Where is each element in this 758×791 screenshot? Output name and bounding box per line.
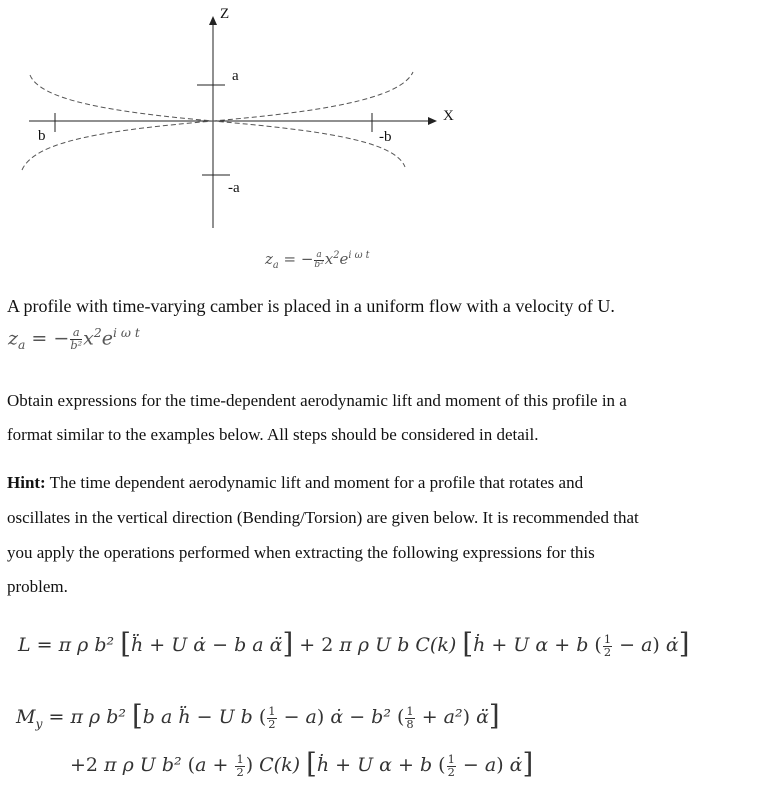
- z-axis-label: Z: [220, 6, 230, 22]
- hint-line-3: you apply the operations performed when extracting the following expressions for this: [7, 543, 595, 562]
- task-line-1: Obtain expressions for the time-dependent aerodynamic lift and moment of this profile in a: [7, 391, 627, 410]
- task-line-2: format similar to the examples below. All steps should be considered in detail.: [7, 425, 539, 444]
- hint-line-2: oscillates in the vertical direction (Bending/Torsion) are given below. It is recommended that: [7, 508, 639, 527]
- x-axis-label: X: [443, 108, 454, 124]
- diagram-caption-equation: $z_a$ = − $\frac{a}{\text{b²}}$ $x^2e^{i \omega t}$: [265, 249, 370, 271]
- hint-line-1: [7, 473, 583, 493]
- camber-equation: $z_a$ = − $\frac{a}{\text{b²}}$ $x^2e^{i \omega t}$: [8, 325, 140, 353]
- problem-statement: A profile with time-varying camber is placed in a uniform flow with a velocity of U.: [7, 296, 615, 316]
- lift-equation: L = π ρ b² [ḧ + U α̇ − b a α̈] + 2 π ρ U b C(k) [ḣ + U α + b ( $\frac{1}{2}$ − a) α̇]: [18, 628, 690, 660]
- hint-line-4: problem.: [7, 577, 68, 596]
- camber-diagram-svg: [0, 0, 470, 240]
- hint-label: Hint:: [7, 473, 46, 492]
- camber-diagram: [0, 0, 470, 240]
- moment-equation-line-1: $M_y = \pi$ ρ b² [b a ḧ − U b ( $\frac{1}{2}$ − a) α̇ − b² ( $\frac{1}{8}$ + a²) α̈]: [16, 700, 500, 732]
- tick-label-a: a: [232, 68, 239, 84]
- hint-text-1: The time dependent aerodynamic lift and moment for a profile that rotates and: [45, 473, 584, 492]
- tick-label-neg-b: -b: [379, 129, 392, 145]
- tick-label-b: b: [38, 128, 46, 144]
- tick-label-neg-a: -a: [228, 180, 240, 196]
- moment-equation-line-2: +2 π ρ U b² (a + $\frac{1}{2}$ ) C(k) [ḣ + U α + b ( $\frac{1}{2}$ − a) α̇]: [70, 748, 534, 780]
